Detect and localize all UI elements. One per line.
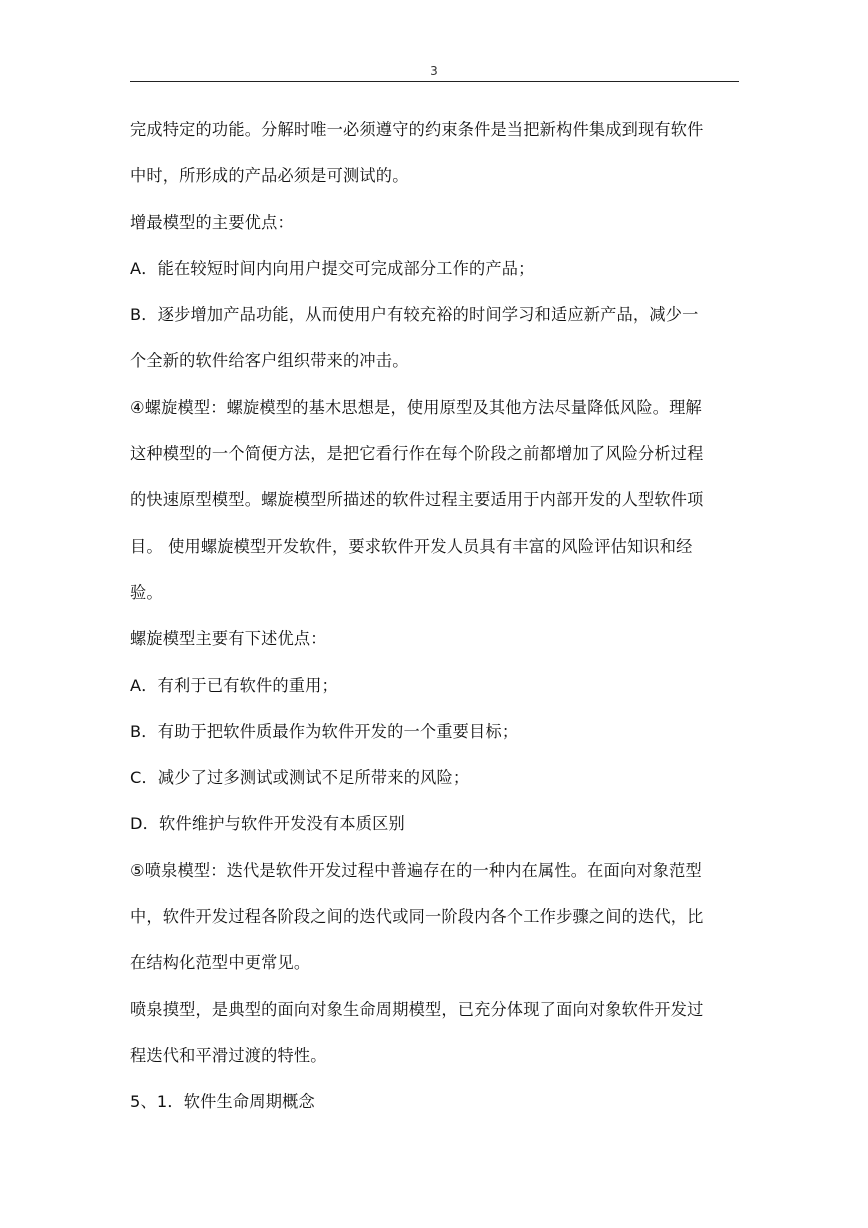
text-line: 螺旋模型主要有下述优点： xyxy=(130,629,327,649)
text-line: 目。 使用螺旋模型开发软件，要求软件开发人员具有丰富的风险评估知识和经 xyxy=(130,536,693,556)
text-line: B．有助于把软件质最作为软件开发的一个重要目标； xyxy=(130,721,519,741)
text-line: A．有利于已有软件的重用； xyxy=(130,675,338,695)
section-heading: 5、1．软件生命周期概念 xyxy=(130,1092,315,1112)
text-line: 中时，所形成的产品必须是可测试的。 xyxy=(130,166,409,186)
text-line: 的快速原型模型。螺旋模型所描述的软件过程主要适用于内部开发的人型软件项 xyxy=(130,490,704,510)
text-line: 这种模型的一个简便方法，是把它看行作在每个阶段之前都增加了风险分析过程 xyxy=(130,444,704,464)
text-line: 中，软件开发过程各阶段之间的迭代或同一阶段内各个工作步骤之间的迭代，比 xyxy=(130,907,704,927)
text-line: ④螺旋模型：螺旋模型的基木思想是，使用原型及其他方法尽量降低风险。理解 xyxy=(130,397,702,417)
text-line: C．减少了过多测试或测试不足所带来的风险； xyxy=(130,768,470,788)
page-number: 3 xyxy=(430,64,438,78)
text-line: 个全新的软件给客户组织带来的冲击。 xyxy=(130,351,409,371)
text-line: B．逐步增加产品功能，从而使用户有较充裕的时间学习和适应新产品，减少一 xyxy=(130,305,699,325)
header-divider xyxy=(130,81,739,82)
text-line: A．能在较短时间内向用户提交可完成部分工作的产品； xyxy=(130,258,535,278)
text-line: 喷泉摸型，是典型的面向对象生命周期模型，已充分体现了面向对象软件开发过 xyxy=(130,999,704,1019)
text-line: 在结构化范型中更常见。 xyxy=(130,953,311,973)
text-line: ⑤喷泉模型：迭代是软件开发过程中普遍存在的一种内在属性。在面向对象范型 xyxy=(130,860,702,880)
document-body xyxy=(130,107,742,1126)
text-line: D．软件维护与软件开发没有本质区别 xyxy=(130,814,405,834)
text-line: 增最模型的主要优点： xyxy=(130,212,294,232)
text-line: 完成特定的功能。分解时唯一必须遵守的约束条件是当把新构件集成到现有软件 xyxy=(130,120,704,139)
text-line: 程迭代和平滑过渡的特性。 xyxy=(130,1045,327,1065)
text-line: 验。 xyxy=(130,582,163,602)
